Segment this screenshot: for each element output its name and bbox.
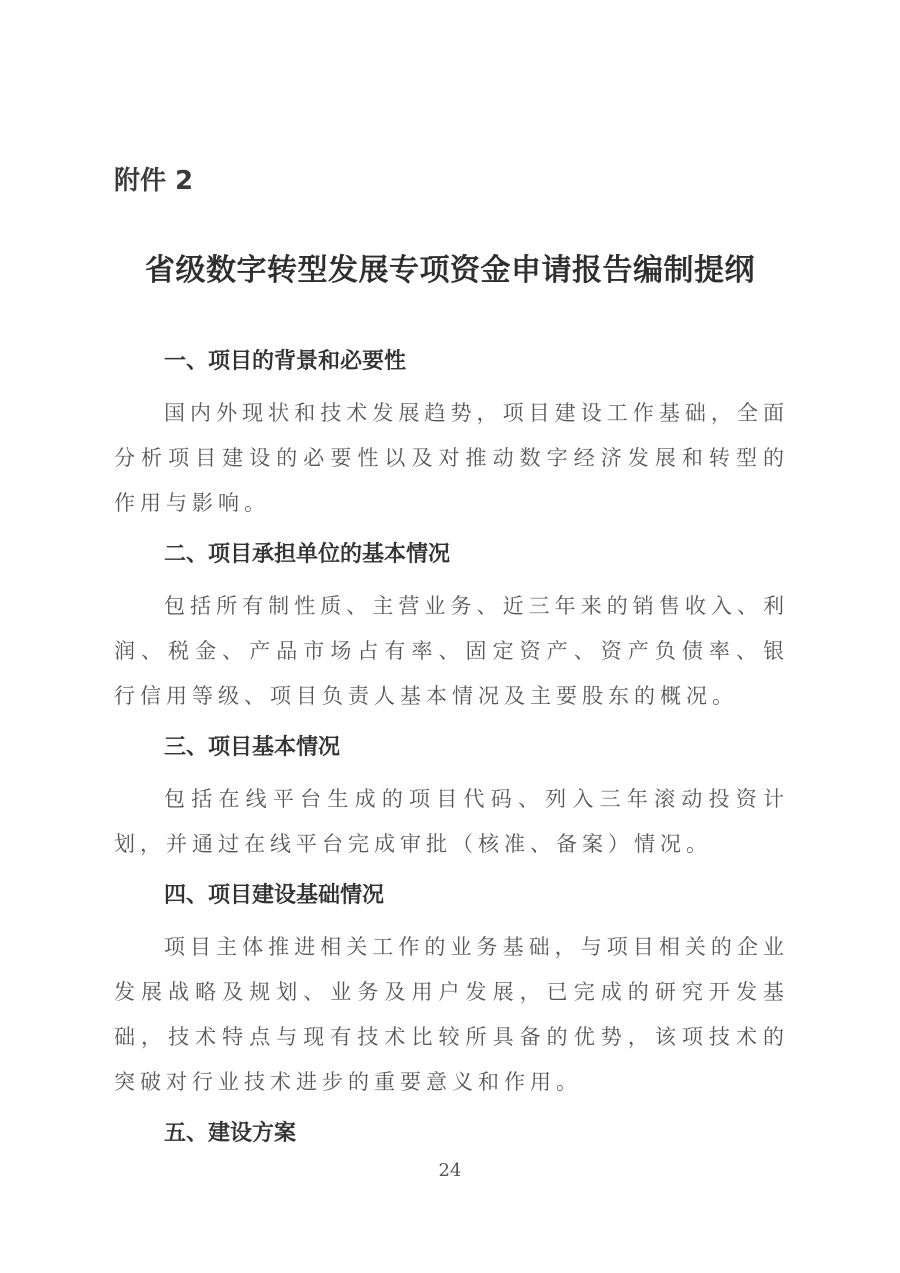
section-heading-5: 五、建设方案 [164,1121,297,1146]
section-heading-4: 四、项目建设基础情况 [164,883,385,908]
attachment-label: 附件 2 [114,166,194,196]
section-body-4: 项目主体推进相关工作的业务基础，与项目相关的企业发展战略及规划、业务及用户发展，已完成的研究开发基础，技术特点与现有技术比较所具备的优势，该项技术的突破对行业技术进步的重要意义和作用。 [114,935,789,1094]
section-body-2: 包括所有制性质、主营业务、近三年来的销售收入、利润、税金、产品市场占有率、固定资产、资产负债率、银行信用等级、项目负责人基本情况及主要股东的概况。 [114,594,789,708]
section-body-1: 国内外现状和技术发展趋势，项目建设工作基础，全面分析项目建设的必要性以及对推动数字经济发展和转型的作用与影响。 [114,401,789,515]
section-heading-3: 三、项目基本情况 [164,735,341,760]
section-heading-2: 二、项目承担单位的基本情况 [164,542,451,567]
page-number: 24 [438,1160,462,1181]
section-body-3: 包括在线平台生成的项目代码、列入三年滚动投资计划，并通过在线平台完成审批（核准、备案）情况。 [114,787,789,856]
section-heading-1: 一、项目的背景和必要性 [164,349,407,374]
document-body [114,333,789,1163]
document-title: 省级数字转型发展专项资金申请报告编制提纲 [145,253,755,288]
